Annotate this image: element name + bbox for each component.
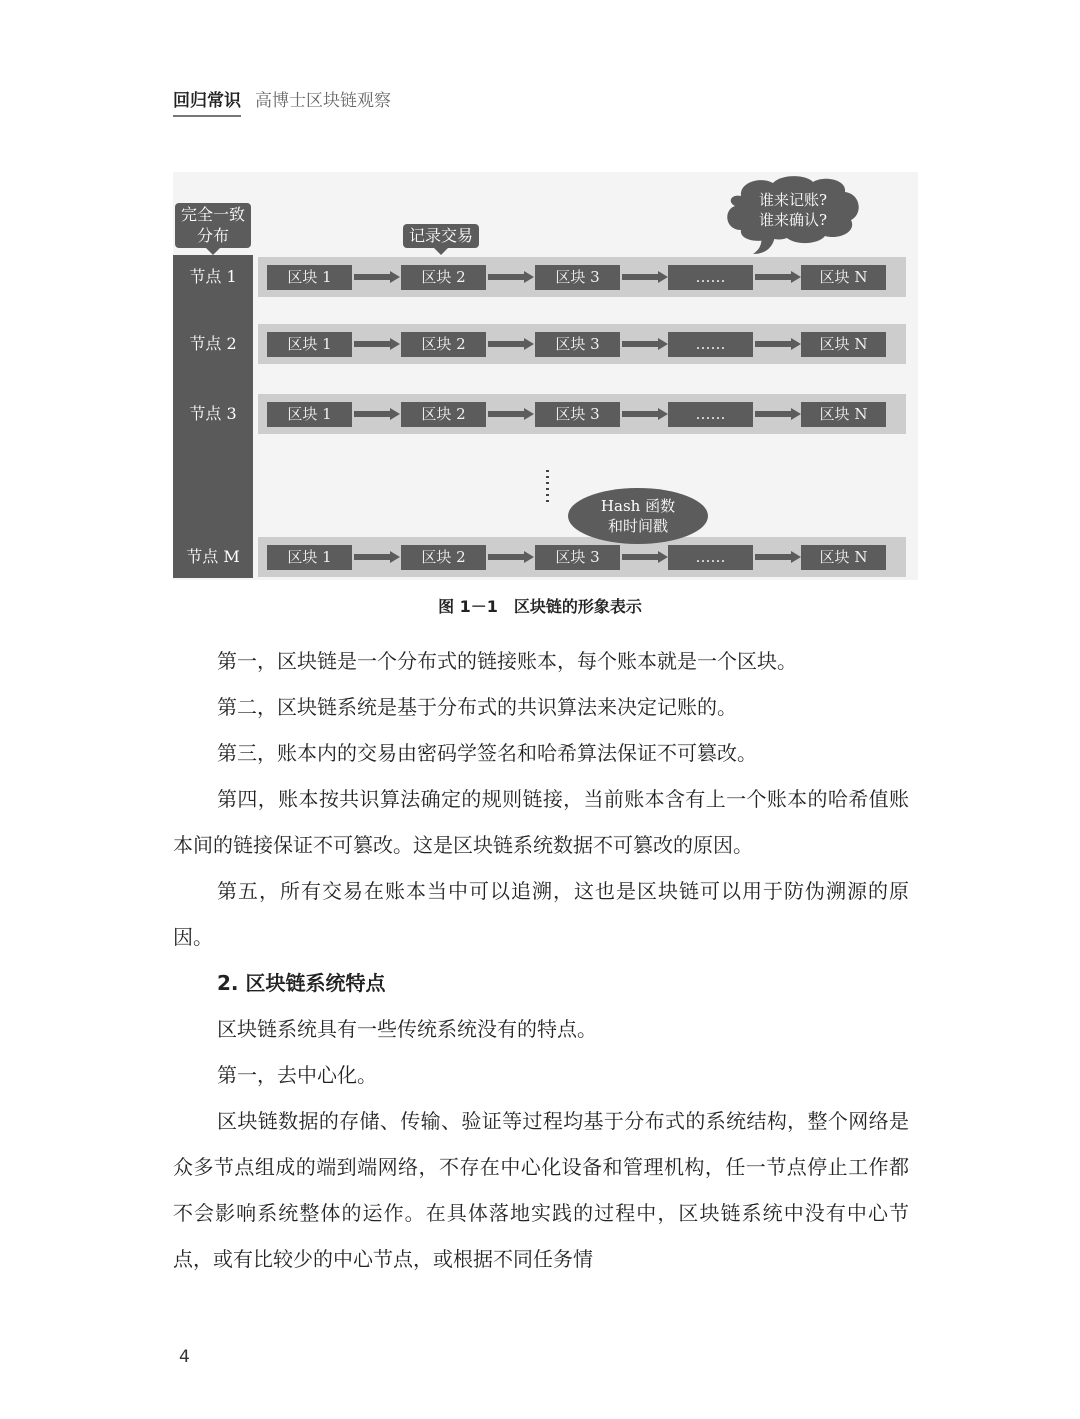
block: 区块 3 [535,545,620,570]
callout-distribution [175,203,251,248]
chain-row [258,394,906,434]
arrow-right-icon [354,271,402,283]
arrow-right-icon [488,271,536,283]
header-rule [173,115,241,117]
arrow-right-icon [488,338,536,350]
chain-row [258,257,906,297]
block: 区块 1 [267,402,352,427]
chain-row [258,537,906,577]
running-header [173,86,391,111]
cloud-callout [721,174,866,258]
cloud-line1: 谁来记账? [758,191,828,209]
block: …… [668,402,753,427]
arrow-right-icon [354,408,402,420]
arrow-right-icon [622,338,670,350]
body-section-1 [173,638,909,1282]
hash-line1: Hash 函数 [600,497,676,515]
block: 区块 3 [535,265,620,290]
node-label: 节点 M [186,547,240,566]
section-heading: 2. 区块链系统特点 [217,971,386,995]
block: 区块 N [801,402,886,427]
chain-row [258,324,906,364]
hash-ellipse-callout [568,488,708,544]
callout-distribution-line2: 分布 [196,226,229,245]
arrow-right-icon [622,271,670,283]
block: 区块 3 [535,402,620,427]
page-number: 4 [179,1347,190,1367]
arrow-right-icon [755,271,803,283]
block: …… [668,265,753,290]
block: 区块 N [801,332,886,357]
cloud-line2: 谁来确认? [758,211,828,229]
block: 区块 1 [267,545,352,570]
paragraph: 第五，所有交易在账本当中可以追溯，这也是区块链可以用于防伪溯源的原因。 [173,879,909,949]
block: 区块 2 [401,332,486,357]
arrow-right-icon [488,408,536,420]
arrow-right-icon [354,338,402,350]
paragraph: 第一，区块链是一个分布式的链接账本，每个账本就是一个区块。 [217,649,797,673]
paragraph: 第一，去中心化。 [217,1063,377,1087]
block: 区块 1 [267,332,352,357]
arrow-right-icon [755,551,803,563]
block: 区块 N [801,545,886,570]
book-subtitle: 高博士区块链观察 [255,91,391,111]
blockchain-figure [173,172,918,580]
paragraph: 第二，区块链系统是基于分布式的共识算法来决定记账的。 [217,695,737,719]
hash-line2: 和时间戳 [607,517,668,535]
block: …… [668,332,753,357]
node-label: 节点 3 [189,404,237,423]
arrow-right-icon [622,551,670,563]
node-label: 节点 1 [189,267,237,286]
paragraph: 区块链系统具有一些传统系统没有的特点。 [217,1017,597,1041]
block: 区块 2 [401,265,486,290]
book-title: 回归常识 [173,91,241,111]
callout-distribution-line1: 完全一致 [180,205,245,224]
callout-record-text: 记录交易 [408,226,473,245]
arrow-right-icon [755,408,803,420]
block: 区块 3 [535,332,620,357]
arrow-right-icon [354,551,402,563]
vertical-ellipsis [546,470,549,504]
block: 区块 2 [401,402,486,427]
node-label: 节点 2 [189,334,237,353]
cloud-shape [727,176,858,243]
paragraph: 区块链数据的存储、传输、验证等过程均基于分布式的系统结构，整个网络是众多节点组成的端到端网络，不存在中心化设备和管理机构，任一节点停止工作都不会影响系统整体的运作。在具体落地实践的过程中，区块链系统中没有中心节点，或有比较少的中心节点，或根据不同任务情 [173,1109,909,1271]
block: 区块 1 [267,265,352,290]
block: …… [668,545,753,570]
arrow-right-icon [755,338,803,350]
figure-caption: 图 1－1 区块链的形象表示 [438,597,642,616]
arrow-right-icon [622,408,670,420]
block: 区块 N [801,265,886,290]
arrow-right-icon [488,551,536,563]
callout-record [403,224,479,248]
paragraph: 第三，账本内的交易由密码学签名和哈希算法保证不可篡改。 [217,741,757,765]
block: 区块 2 [401,545,486,570]
paragraph: 第四，账本按共识算法确定的规则链接，当前账本含有上一个账本的哈希值账本间的链接保证不可篡改。这是区块链系统数据不可篡改的原因。 [173,787,909,857]
